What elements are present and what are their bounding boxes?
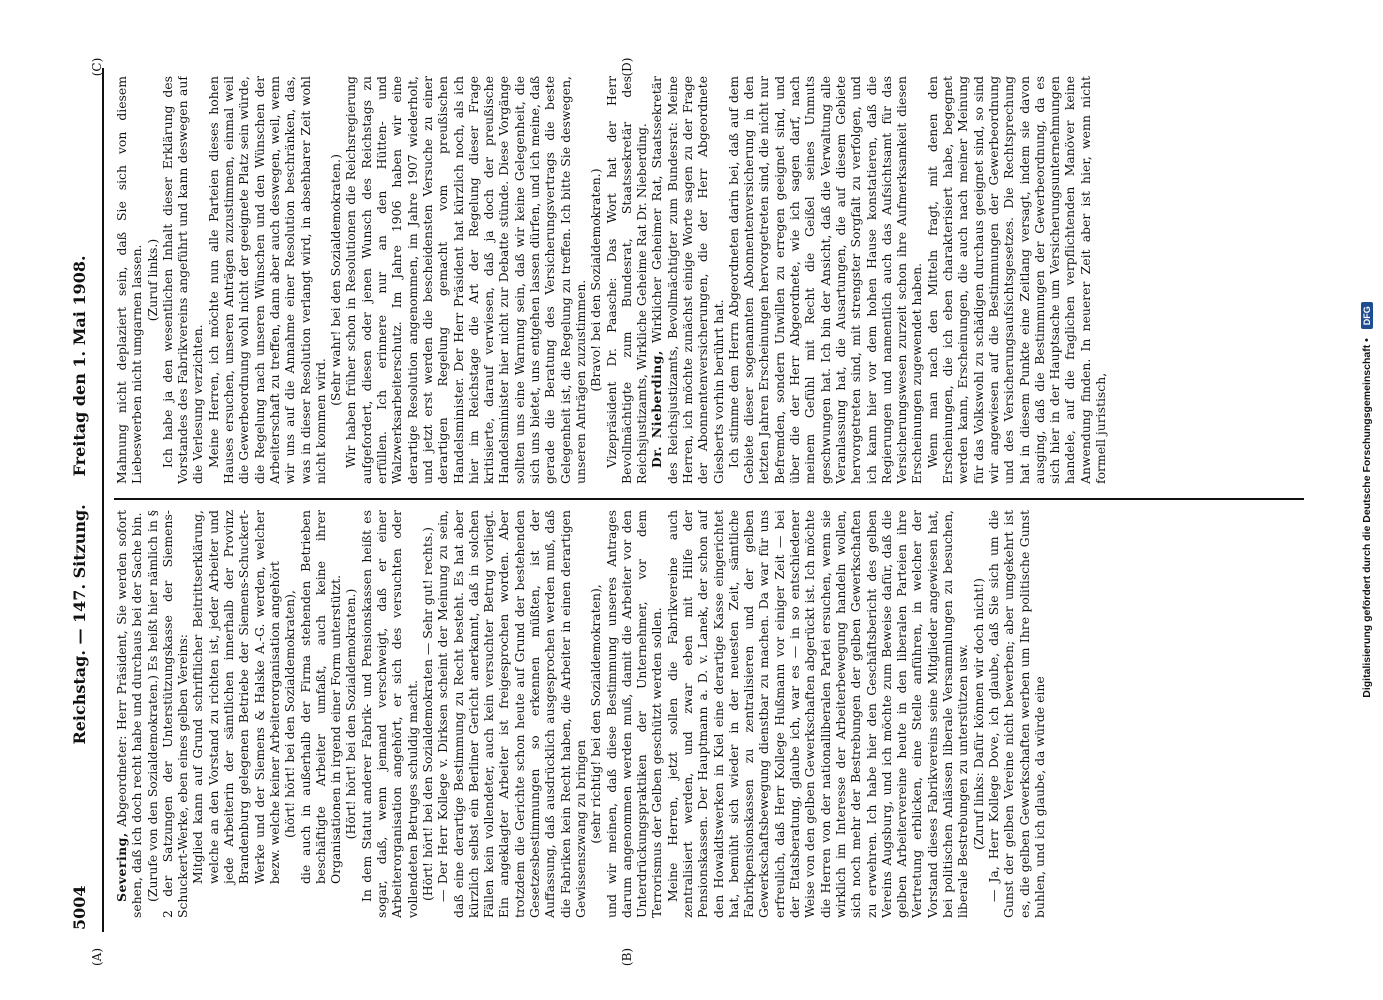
paragraph-text: und wir meinen, daß diese Bestimmung unseres Antrages darum angenommen werden muß, damit die Arbeiter vor den Unterdrückungspraktiken der Unternehmer, vor dem Terrorismus der Gelben geschützt werden sollen. (603, 510, 665, 918)
paragraph (435, 510, 588, 918)
paragraph-text: die auch in außerhalb der Firma stehenden Betrieben beschäftigte Arbeiter umfaßt, auch keine ihrer Organisationen in irgend einer Form unterstützt. (297, 510, 344, 884)
paragraph (160, 76, 206, 484)
interjection (971, 510, 986, 918)
margin-marker-b: (B) (620, 947, 634, 967)
interjection (420, 510, 435, 918)
paragraph (649, 76, 725, 484)
interjection (328, 76, 343, 484)
paragraph-text: (Hört! hört! bei den Sozialdemokraten.) (343, 588, 359, 840)
paragraph-text: (Hört! hört! bei den Sozialdemokraten — Sehr gut! rechts.) (419, 527, 435, 901)
paragraph-text: (Sehr wahr! bei den Sozialdemokraten.) (328, 154, 344, 406)
paragraph-text: Mitglied kann auf Grund schriftlicher Beitrittserklärung, welche an den Vorstand zu richten ist, jeder Arbeiter und jede Arbeiterin der sämtlichen innerhalb der Provinz Brandenburg gelegenen Betriebe der Siemens-Schuckert-Werke und der Siemens & Halske A.-G. werden, welcher bezw. welche keiner Arbeiterorganisation angehört (190, 510, 282, 884)
column-divider (114, 498, 1304, 500)
digitization-note: Digitalisierung gefördert durch die Deutsche Forschungsgemeinschaft • (1361, 338, 1373, 698)
paragraph (925, 76, 1109, 484)
paragraph (359, 510, 420, 918)
left-column (114, 510, 1304, 918)
interjection (145, 76, 160, 484)
paragraph (604, 76, 650, 484)
paragraph-text: (Zuruf links.) (144, 238, 160, 322)
paragraph-text: Wir haben früher schon in Resolutionen die Reichsregierung aufgefordert, diesen oder jenen Wunsch des Reichstags zu erfüllen. Ich erinnere nur an den Hütten- und Walzwerksarbeiterschutz. Im Jahre 1906 haben wir eine derartige Resolution angenommen, im Jahre 1907 wiederholt, und jetzt erst werden die bescheidensten Versuche zu einer derartigen Regelung gemacht vom preußischen Handelsminister. Der Herr Präsident hat kürzlich noch, als ich hier im Reichstage die Art der Regelung dieser Frage kritisierte, darauf verwiesen, daß ja doch der preußische Handelsminister hier nicht zur Debatte stünde. Diese Vorgänge sollten uns eine Warnung sein, daß wir keine Gelegenheit, die sich uns bietet, uns entgehen lassen dürfen, und ich meine, daß gerade die Beratung des Versicherungsvertrags die beste Gelegenheit ist, die Regelung zu treffen. Ich bitte Sie deswegen, unseren Anträgen zuzustimmen. (343, 76, 588, 484)
margin-marker-a: (A) (90, 947, 104, 967)
digitization-sidebar-text (1352, 0, 1383, 1000)
paragraph-text: (Bravo! bei den Sozialdemokraten.) (588, 168, 604, 392)
paragraph-text: Abgeordneter: Herr Präsident, Sie werden sofort sehen, daß ich doch recht habe und durchaus bei der Sache bin. (114, 510, 145, 918)
paragraph-text: (Zuruf links: Dafür können wir doch nicht!) (970, 578, 986, 851)
paragraph (604, 510, 665, 918)
paragraph-text: Meine Herren, ich möchte nun alle Parteien dieses hohen Hauses ersuchen, unseren Anträgen zuzustimmen, einmal weil die Gewerbeordnung wohl nicht der geeignete Platz sein würde, die Regelung nach unseren Wünschen und den Wünschen der Arbeiterschaft zu treffen, dann aber auch deswegen, weil, wenn wir uns auf die Annahme einer Resolution beschränken, das, was in dieser Resolution verlangt wird, in absehbarer Zeit wohl nicht kommen wird. (205, 76, 328, 484)
right-column (114, 76, 1304, 484)
paragraph-text: — Ja, Herr Kollege Dove, ich glaube, daß Sie sich um die Gunst der gelben Vereine nicht bewerben; aber umgekehrt ist es, die gelben Gewerkschaften werben um Ihre politische Gunst buhlen, und ich glaube, da würde eine (985, 510, 1047, 918)
paragraph-text: Ich stimme dem Herrn Abgeordneten darin bei, daß auf dem Gebiete dieser sogenannten Abonnentenversicherung in den letzten Jahren Erscheinungen hervorgetreten sind, die nicht nur Befremden, sondern Unwillen zu erregen geeignet sind, und über die der Herr Abgeordnete, wie ich sagen darf, nach meinem Gefühl mit Recht die Geißel seines Unmuts geschwungen hat. Ich bin der Ansicht, daß die Verwaltung alle Veranlassung hat, die Ausartungen, die auf diesem Gebiete hervorgetreten sind, mit strengster Sorgfalt zu verfolgen, und ich kann hier vor dem hohen Hause konstatieren, daß die Regierungen und namentlich auch das Aufsichtsamt für das Versicherungswesen zurzeit schon ihre Aufmerksamkeit diesen Erscheinungen zugewendet haben. (725, 76, 925, 484)
page-number: 5004 (70, 885, 89, 930)
session-date: Freitag den 1. Mai 1908. (70, 255, 89, 477)
paragraph (665, 510, 971, 918)
paragraph-text: Mahnung nicht deplaziert sein, daß Sie sich von diesem Liebeswerben nicht umgarnen lassen. (114, 76, 145, 484)
dfg-logo: DFG (1361, 302, 1373, 329)
paragraph-text: Ich habe ja den wesentlichen Inhalt dieser Erklärung des Vorstandes des Fabrikvereins angeführt und kann deswegen auf die Verlesung verzichten. (159, 76, 206, 484)
paragraph (145, 510, 191, 918)
paragraph-text: (Zurufe von den Sozialdemokraten.) Es heißt hier nämlich in § 2 der Satzungen der Unterstützungskasse der Siemens-Schuckert-Werke, eben eines gelben Vereins: (144, 510, 191, 918)
paragraph-text: In dem Statut anderer Fabrik- und Pensionskassen heißt es sogar, daß, wenn jemand verschweigt, daß er einer Arbeiterorganisation angehört, er sich des versuchten oder vollendeten Betruges schuldig macht. (358, 510, 420, 918)
paragraph-text: Meine Herren, jetzt sollen die Fabrikvereine auch zentralisiert werden, und zwar eben mit Hilfe der Pensionskassen. Der Hauptmann a. D. v. Lanek, der schon auf den Howaldtswerken in Kiel eine derartige Kasse eingerichtet hat, bemüht sich wieder in der neuesten Zeit, sämtliche Fabrikpensionskassen zu zentralisieren und der gelben Gewerkschaftsbewegung dienstbar zu machen. Da war für uns erfreulich, daß Herr Kollege Hußmann vor einiger Zeit — bei der Etatsberatung, glaube ich, war es — in so entschiedener Weise von den gelben Gewerkschaften abgerückt ist. Ich möchte die Herren von der nationalliberalen Partei ersuchen, wenn sie wirklich im Interesse der Arbeiterbewegung handeln wollen, sich noch mehr der Bestrebungen der gelben Gewerkschaften zu erwehren. Ich habe hier den Geschäftsbericht des gelben Vereins Augsburg, und ich möchte zum Beweise dafür, daß die gelben Arbeitervereine heute in den liberalen Parteien ihre Vertretung erblicken, eine Stelle anführen, in welcher der Vorstand dieses Fabrikvereins seine Mitglieder angewiesen hat, bei politischen Anlässen liberale Versammlungen zu besuchen, liberale Bestrebungen zu unterstützen usw. (664, 510, 971, 918)
paragraph (190, 510, 282, 884)
margin-marker-d: (D) (620, 57, 634, 77)
page-header (62, 68, 100, 932)
paragraph (726, 76, 925, 484)
interjection (343, 510, 358, 918)
interjection (588, 76, 603, 484)
interjection (282, 510, 297, 918)
paragraph-text: Wirklicher Geheimer Rat, Staatssekretär des Reichsjustizamts, Bevollmächtigter zum Bundesrat: Meine Herren, ich möchte zunächst einige Worte sagen zu der Frage der Abonnentenversicherungen, die der Herr Abgeordnete Giesberts vorhin berührt hat. (649, 76, 726, 484)
paragraph (114, 76, 145, 484)
margin-marker-c: (C) (90, 57, 104, 77)
header-rule (102, 68, 104, 932)
paragraph-text: Vizepräsident Dr. Paasche: Das Wort hat der Herr Bevollmächtigte zum Bundesrat, Staatssekretär des Reichsjustizamts, Wirkliche Geheime Rat Dr. Nieberding. (603, 76, 650, 484)
paragraph-text: (hört! hört! bei den Sozialdemokraten), (282, 590, 298, 838)
paragraph-text: — Der Herr Kollege v. Dirksen scheint der Meinung zu sein, daß eine derartige Bestimmung zu Recht besteht. Es hat aber kürzlich selbst ein Berliner Gericht anerkannt, daß in solchen Fällen kein vollendeter, auch kein versuchter Betrug vorliegt. Ein angeklagter Arbeiter ist freigesprochen worden. Aber trotzdem die Gerichte schon heute auf Grund der bestehenden Gesetzesbestimmungen so erkennen müßten, ist der Auffassung, daß ausdrücklich ausgesprochen werden muß, daß die Fabriken kein Recht haben, die Arbeiter in einen derartigen Gewissenszwang zu bringen (435, 510, 588, 918)
session-title: Reichstag. — 147. Sitzung. (70, 504, 89, 745)
paragraph (986, 510, 1047, 918)
paragraph-text: Wenn man nach den Mitteln fragt, mit denen den Erscheinungen, die ich eben charakterisiert habe, begegnet werden kann, Erscheinungen, die auch nach meiner Meinung für das Volkswohl zu schädigen durchaus geeignet sind, so sind wir angewiesen auf die Bestimmungen der Gewerbeordnung und des Versicherungsaufsichtsgesetzes. Die Rechtsprechung hat in diesem Punkte eine Zeitlang versagt, indem sie davon ausging, daß die Bestimmungen der Gewerbeordnung, da es sich hier in der Hauptsache um Versicherungsunternehmungen handele, auf die fraglichen verpflichtenden Manöver keine Anwendung finden. In neuerer Zeit aber ist hier, wenn nicht formell juristisch, (924, 76, 1108, 484)
digitization-sidebar (1352, 0, 1383, 1000)
page-title (70, 68, 89, 932)
paragraph-text: (sehr richtig! bei den Sozialdemokraten), (588, 584, 604, 844)
paragraph (298, 510, 344, 884)
paragraph (206, 76, 328, 484)
interjection (588, 510, 603, 918)
speaker-name: Severing, (114, 832, 129, 902)
paragraph (114, 510, 145, 918)
speaker-name: Dr. Nieberding, (649, 350, 665, 468)
page-body (62, 68, 1312, 932)
paragraph (343, 76, 588, 484)
